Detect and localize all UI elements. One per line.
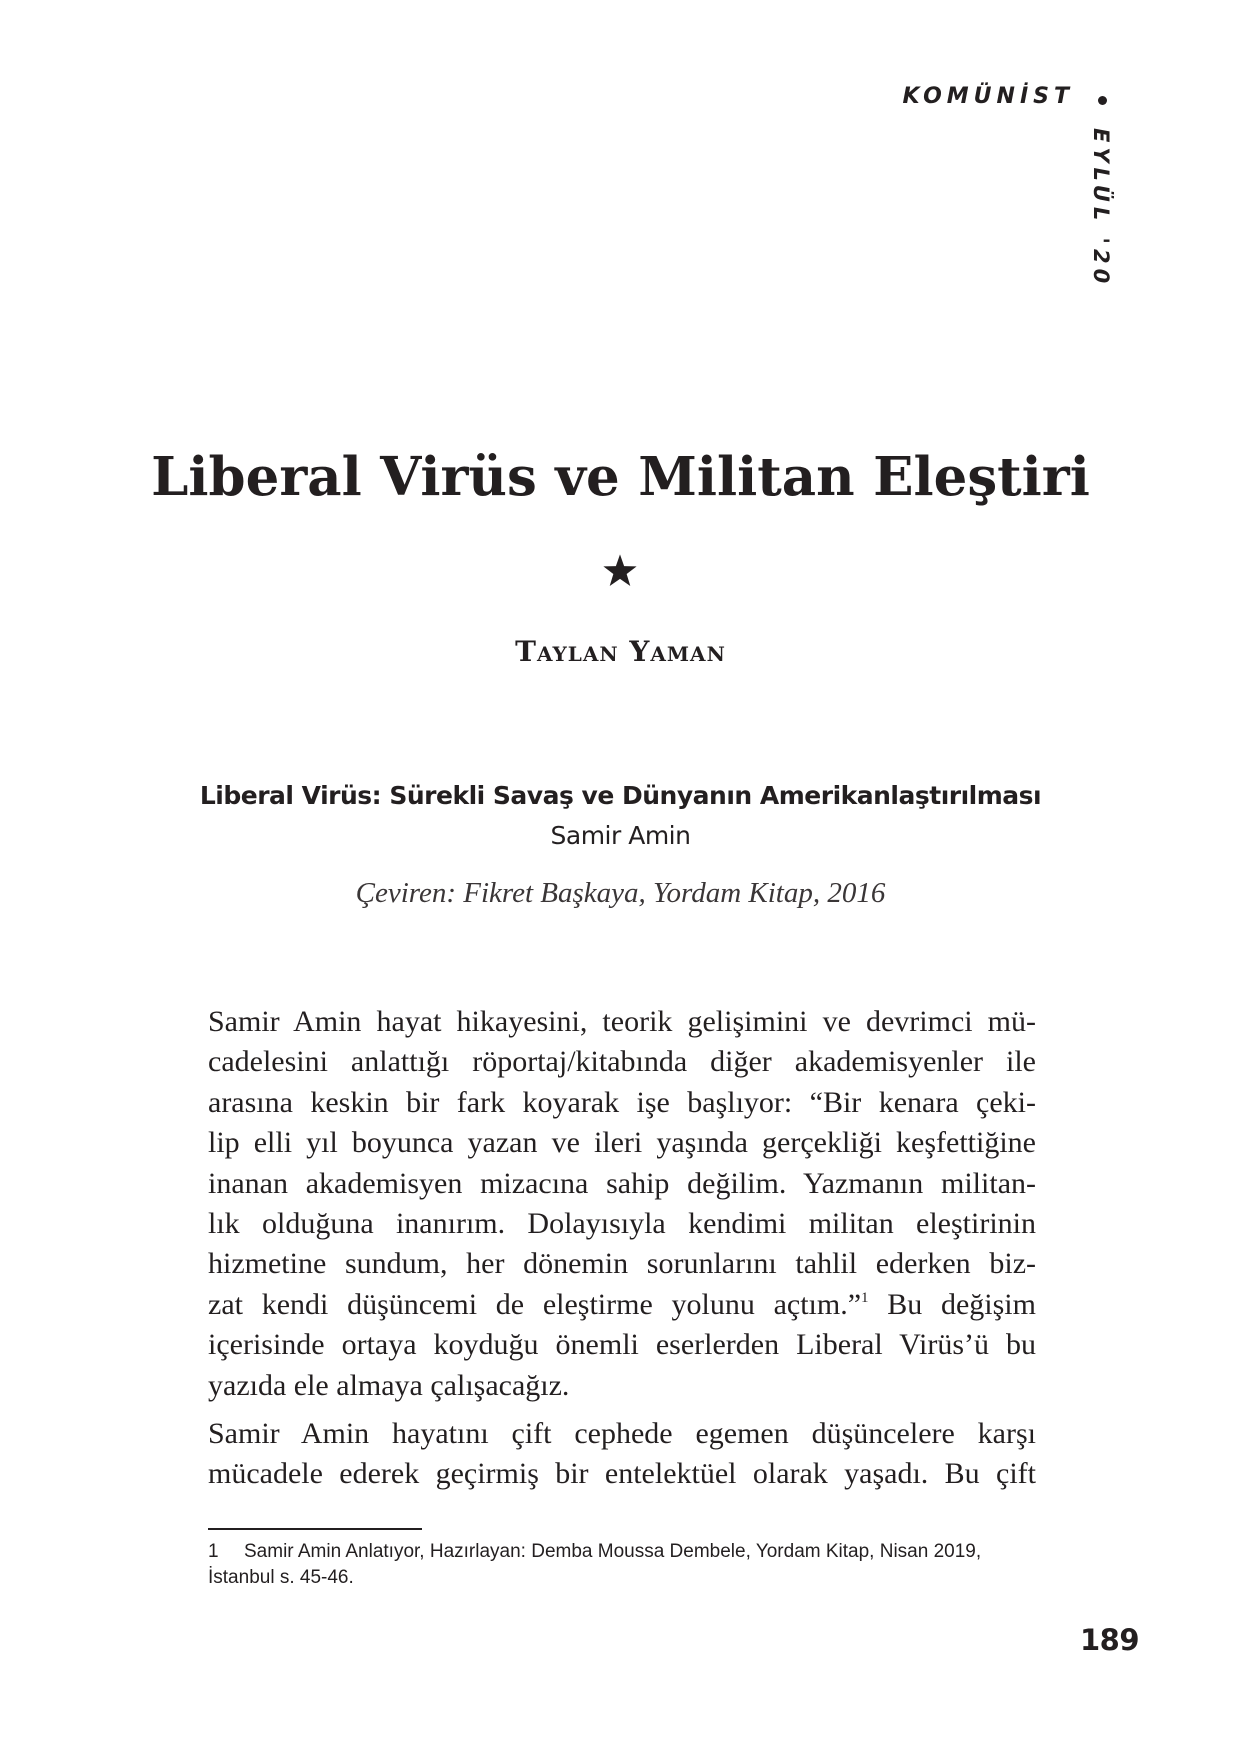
article-body	[208, 1002, 1036, 1495]
body-line: inanan akademisyen mizacına sahip değilim. Yazmanın militan-	[208, 1166, 1036, 1200]
body-line: mücadele ederek geçirmiş bir entelektüel olarak yaşadı. Bu çift	[208, 1457, 1036, 1491]
body-line: arasına keskin bir fark koyarak işe başlıyor: “Bir kenara çeki-	[208, 1085, 1036, 1119]
star-icon	[601, 552, 639, 590]
body-line: hizmetine sundum, her dönemin sorunlarını tahlil ederken biz-	[208, 1247, 1036, 1281]
reviewed-book-title: Liberal Virüs: Sürekli Savaş ve Dünyanın Amerikanlaştırılması	[199, 781, 1042, 810]
body-line: lip elli yıl boyunca yazan ve ileri yaşında gerçekliği keşfettiğine	[208, 1126, 1036, 1160]
translation-info: Çeviren: Fikret Başkaya, Yordam Kitap, 2016	[355, 877, 886, 909]
article-author: Taylan Yaman	[515, 635, 726, 668]
footnote-line	[208, 1539, 1036, 1565]
header-bullet-icon	[1098, 96, 1107, 105]
footnote	[208, 1539, 1036, 1591]
body-line: içerisinde ortaya koyduğu önemli eserlerden Liberal Virüs’ü bu	[208, 1328, 1036, 1362]
body-line: lık olduğuna inanırım. Dolayısıyla kendimi militan eleştirinin	[208, 1207, 1036, 1241]
body-line: cadelesini anlattığı röportaj/kitabında diğer akademisyenler ile	[208, 1045, 1036, 1079]
page-number: 189	[1080, 1623, 1140, 1657]
body-line: yazıda ele almaya çalışacağız.	[208, 1368, 570, 1402]
reviewed-book-author: Samir Amin	[550, 821, 691, 850]
body-line: Samir Amin hayatını çift cephede egemen düşüncelere karşı	[208, 1417, 1036, 1451]
footnote-reference[interactable]: 1	[861, 1289, 869, 1306]
footnote-divider	[208, 1528, 422, 1530]
article-title: Liberal Virüs ve Militan Eleştiri	[151, 446, 1090, 508]
body-line-with-footnote-ref	[208, 1285, 1036, 1325]
running-header-issue: EYLÜL '20	[1089, 128, 1113, 289]
running-header-publication: KOMÜNİST	[902, 84, 1074, 109]
footnote-line: İstanbul s. 45-46.	[208, 1567, 354, 1588]
body-line: Samir Amin hayat hikayesini, teorik gelişimini ve devrimci mü-	[208, 1005, 1036, 1038]
footnote-text: Samir Amin Anlatıyor, Hazırlayan: Demba Moussa Dembele, Yordam Kitap, Nisan 2019,	[244, 1541, 982, 1562]
body-text: zat kendi düşüncemi de eleştirme yolunu açtım.”	[208, 1287, 862, 1321]
footnote-number: 1	[208, 1541, 219, 1562]
body-text: Bu değişim	[868, 1287, 1036, 1321]
